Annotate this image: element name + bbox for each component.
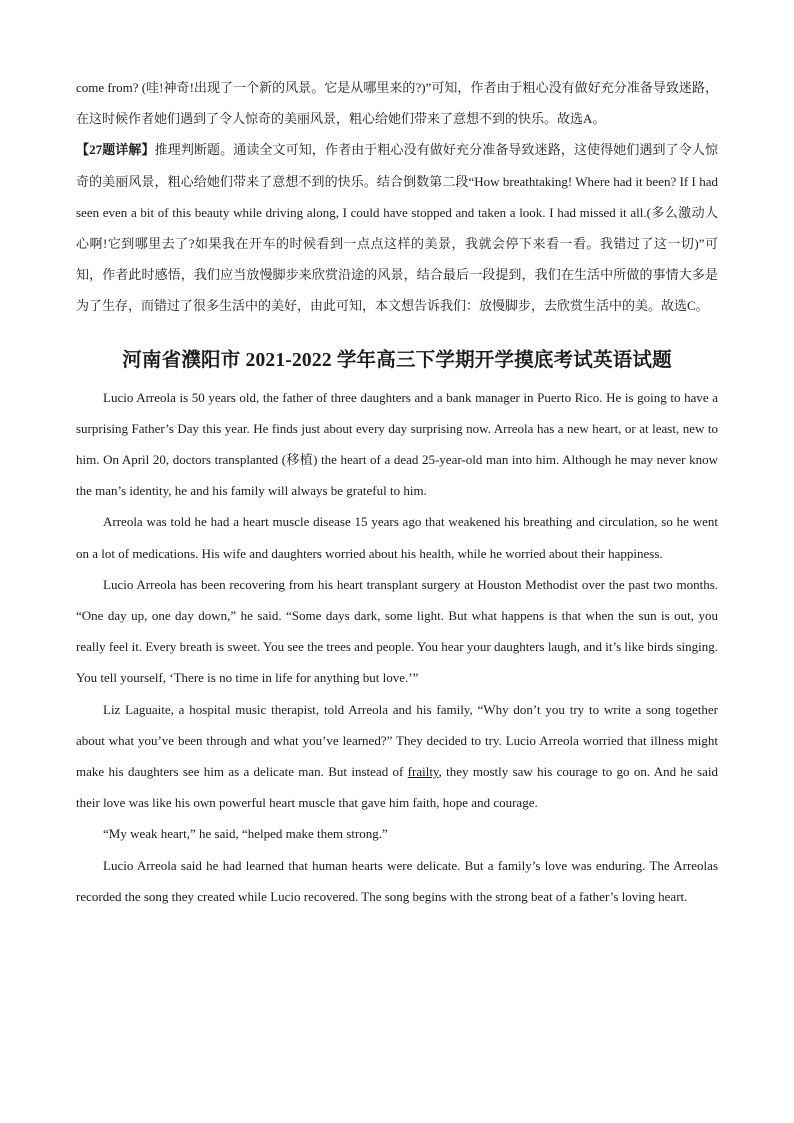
passage-paragraph-5: “My weak heart,” he said, “helped make them strong.” <box>103 826 388 842</box>
passage-paragraph-4 <box>76 694 718 819</box>
exam-title: 河南省濮阳市 2021-2022 学年高三下学期开学摸底考试英语试题 <box>122 349 672 371</box>
answer-paragraph-27 <box>76 134 718 321</box>
passage-paragraph-1: Lucio Arreola is 50 years old, the father of three daughters and a bank manager in Puerto Rico. He is going to have a surprising Father’s Day this year. He finds just about every day surprising now. Arreola has a new heart, or at least, new to him. On April 20, doctors transplanted (移植) the heart of a dead 25-year-old man into him. Although he may never know the man’s identity, he and his family will always be grateful to him. <box>76 389 718 499</box>
paragraph-4-before: Liz Laguaite, a hospital music therapist, told Arreola and his family, “Why don’t you try to write a song together about what you’ve been through and what you’ve learned?” They decided to try. Lucio Arreola worried that illness might make his daughters see him as a delicate man. But instead of <box>76 701 718 780</box>
question-27-text: 推理判断题。通读全文可知，作者由于粗心没有做好充分准备导致迷路，这使得她们遇到了令人惊奇的美丽风景，粗心给她们带来了意想不到的快乐。结合倒数第二段“How breathtaking! Where had it been? If I had seen even a bit of this beauty while driving along, I could have stopped and taken a look. I had missed it all.(多么激动人心啊!它到哪里去了?如果我在开车的时候看到一点点这样的美景，我就会停下来看一看。我错过了这一切)”可知，作者此时感悟，我们应当放慢脚步来欣赏沿途的风景，结合最后一段提到，我们在生活中所做的事情大多是为了生存，而错过了很多生活中的美好，由此可知，本文想告诉我们：放慢脚步，去欣赏生活中的美。故选C。 <box>76 142 718 314</box>
answer-paragraph-1: come from? (哇!神奇!出现了一个新的风景。它是从哪里来的?)”可知，作者由于粗心没有做好充分准备导致迷路，在这时候作者她们遇到了令人惊奇的美丽风景，粗心给她们带来了意想不到的快乐。故选A。 <box>76 80 718 127</box>
question-27-tag: 【27题详解】 <box>76 142 155 158</box>
passage-paragraph-2: Arreola was told he had a heart muscle disease 15 years ago that weakened his breathing and circulation, so he went on a lot of medications. His wife and daughters worried about his health, while he worried about their happiness. <box>76 514 718 561</box>
passage-paragraph-3: Lucio Arreola has been recovering from his heart transplant surgery at Houston Methodist over the past two months. “One day up, one day down,” he said. “Some days dark, some light. But what happens is that when the sun is out, you really feel it. Every breath is sweet. You see the trees and people. You hear your daughters laugh, and it’s like birds singing. You tell yourself, ‘There is no time in life for anything but love.’” <box>76 576 718 686</box>
document-page <box>76 72 718 912</box>
underlined-word-frailty: frailty <box>407 764 439 780</box>
passage-paragraph-6: Lucio Arreola said he had learned that human hearts were delicate. But a family’s love was enduring. The Arreolas recorded the song they created while Lucio recovered. The song begins with the strong beat of a father’s loving heart. <box>76 857 718 904</box>
paragraph-4-after: , they mostly saw his courage to go on. And he said their love was like his own powerful heart muscle that gave him faith, hope and courage. <box>76 764 718 811</box>
